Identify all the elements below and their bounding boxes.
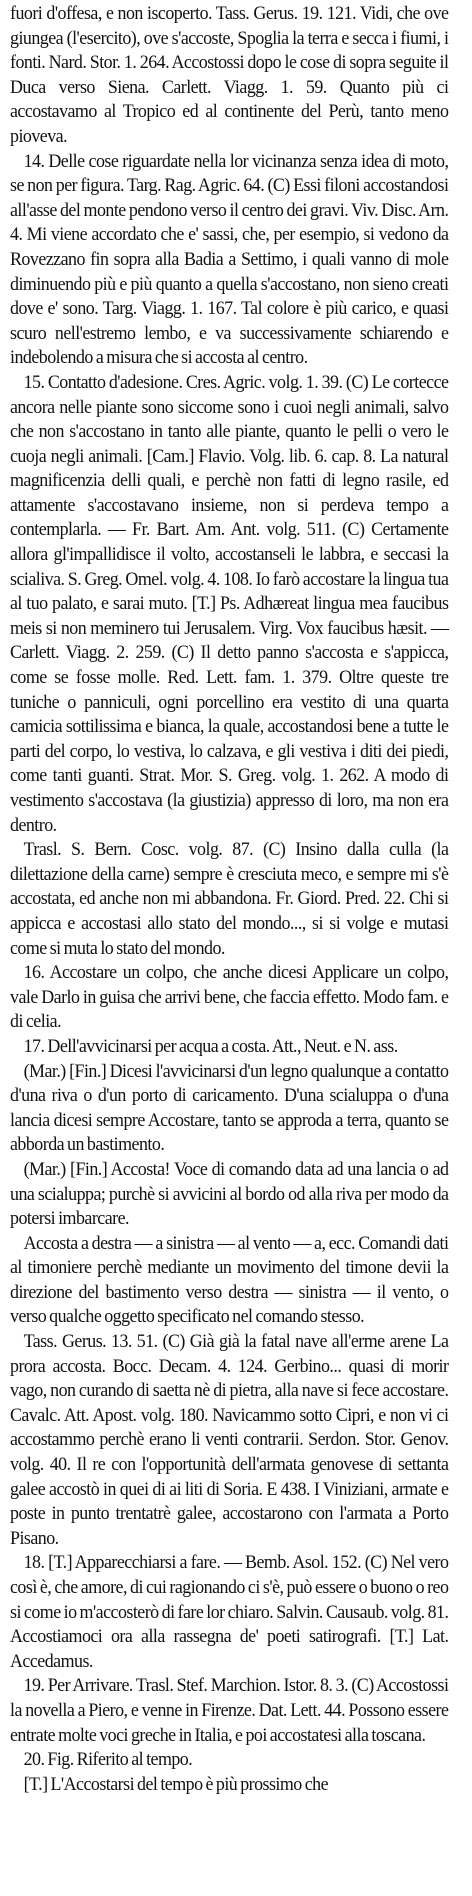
paragraph-continuation: fuori d'offesa, e non iscoperto. Tass. Gerus. 19. 121. Vidi, che ove giungea (l'esercito), ove s'accoste, Spoglia la terra e secca i fiumi, i fonti. Nard. Stor. 1. 264. Accostossi dopo le cose di sopra seguite il Duca verso Siena. Carlett. Viagg. 1. 59. Quanto più ci accostavamo al Tropico ed al continente del Perù, tanto meno pioveva. [10, 4, 449, 147]
entry-19: 19. Per Arrivare. Trasl. Stef. Marchion. Istor. 8. 3. (C) Accostossi la novella a Piero, e venne in Firenze. Dat. Lett. 44. Possono essere entrate molte voci greche in Italia, e poi accostatesi alla toscana. [10, 1676, 449, 1746]
entry-17: 17. Dell'avvicinarsi per acqua a costa. Att., Neut. e N. ass. [23, 1036, 398, 1057]
entry-17-marine-note-2: (Mar.) [Fin.] Accosta! Voce di comando data ad una lancia o ad una scialuppa; purchè si avvicini al bordo od alla riva per modo da potersi imbarcare. [10, 1159, 449, 1230]
entry-16: 16. Accostare un colpo, che anche dicesi Applicare un colpo, vale Darlo in guisa che arrivi bene, che faccia effetto. Modo fam. e di celia. [10, 963, 449, 1033]
dictionary-page [10, 0, 448, 1797]
entry-18: 18. [T.] Apparecchiarsi a fare. — Bemb. Asol. 152. (C) Nel vero così è, che amore, di cui ragionando ci s'è, può essere o buono o reo si come io m'accosterò di fare lor chiaro. Salvin. Causaub. volg. 81. Accostiamoci ora alla rassegna de' poeti satirografi. [T.] Lat. Accedamus. [10, 1553, 449, 1672]
entry-14: 14. Delle cose riguardate nella lor vicinanza senza idea di moto, se non per figura. Targ. Rag. Agric. 64. (C) Essi filoni accostandosi all'asse del monte pendono verso il centro dei gravi. Viv. Disc. Arn. 4. Mi viene accordato che e' sassi, che, per esempio, si vedono da Rovezzano fin sopra alla Badia a Settimo, i quali vanno di mole diminuendo più e più quanto a quella s'accostano, non sieno creati dove e' sono. Targ. Viagg. 1. 167. Tal colore è più carico, e quasi scuro nell'estremo lembo, e va successivamente schiarendo e indebolendo a misura che si accosta al centro. [10, 151, 449, 369]
entry-15-figurative: Trasl. S. Bern. Cosc. volg. 87. (C) Insino dalla culla (la dilettazione della carne) sempre è cresciuta meco, e sempre mi s'è accostata, ed anche non mi abbandona. Fr. Giord. Pred. 22. Chi si appicca e accostasi allo stato del mondo..., si si volge e mutasi come si muta lo stato del mondo. [10, 840, 449, 959]
entry-15: 15. Contatto d'adesione. Cres. Agric. volg. 1. 39. (C) Le cortecce ancora nelle piante sono siccome sono i cuoi negli animali, salvo che non s'accostano in tanto alle piante, quanto le pelli o vero le cuoja negli animali. [Cam.] Flavio. Volg. lib. 6. cap. 8. La natural magnificenzia delli quali, e perchè non fatti di legno rasile, ed attamente s'accostavano insieme, non si perdeva tempo a contemplarla. — Fr. Bart. Am. Ant. volg. 511. (C) Certamente allora gl'impallidisce il volto, accostanseli le labbra, e seccasi la scialiva. S. Greg. Omel. volg. 4. 108. Io farò accostare la lingua tua al tuo palato, e sarai muto. [T.] Ps. Adhæreat lingua mea faucibus meis si non meminero tui Jerusalem. Virg. Vox faucibus hæsit. — Carlett. Viagg. 2. 259. (C) Il detto panno s'accosta e s'appicca, come se fosse molle. Red. Lett. fam. 1. 379. Oltre queste tre tuniche o panniculi, ogni porcellino era vestito di una quarta camicia sottilissima e bianca, la quale, accostandosi bene a tutte le parti del corpo, lo vestiva, lo calzava, e gli vestiva i diti dei piedi, come tanti guanti. Strat. Mor. S. Greg. volg. 1. 262. A modo di vestimento s'accostava (la giustizia) appresso di loro, ma non era dentro. [10, 372, 449, 836]
entry-20-text: [T.] L'Accostarsi del tempo è più prossimo che [23, 1774, 329, 1795]
entry-17-citations: Tass. Gerus. 13. 51. (C) Già già la fatal nave all'erme arene La prora accosta. Bocc. Decam. 4. 124. Gerbino... quasi di morir vago, non curando di saetta nè di pietra, alla nave si fece accostare. Cavalc. Att. Apost. volg. 180. Navicammo sotto Cipri, e non vi ci accostammo perchè erano li venti contrarii. Serdon. Stor. Genov. volg. 40. Il re con l'opportunità dell'armata genovese di settanta galee accostò in quei di ai liti di Soria. E 438. I Viniziani, armate e poste in punto trentatrè galee, accostarono con l'armata a Porto Pisano. [10, 1332, 449, 1549]
entry-20: 20. Fig. Riferito al tempo. [23, 1750, 193, 1771]
entry-17-marine-note-1: (Mar.) [Fin.] Dicesi l'avvicinarsi d'un legno qualunque a contatto d'una riva o d'un porto di caricamento. D'una scialuppa o d'una lancia dicesi sempre Accostare, tanto se approda a terra, quanto se abborda un bastimento. [10, 1061, 449, 1156]
entry-17-marine-note-3: Accosta a destra — a sinistra — al vento — a, ecc. Comandi dati al timoniere perchè mediante un movimento del timone devii la direzione del bastimento verso destra — sinistra — il vento, o verso qualche oggetto specificato nel comando stesso. [10, 1233, 449, 1328]
